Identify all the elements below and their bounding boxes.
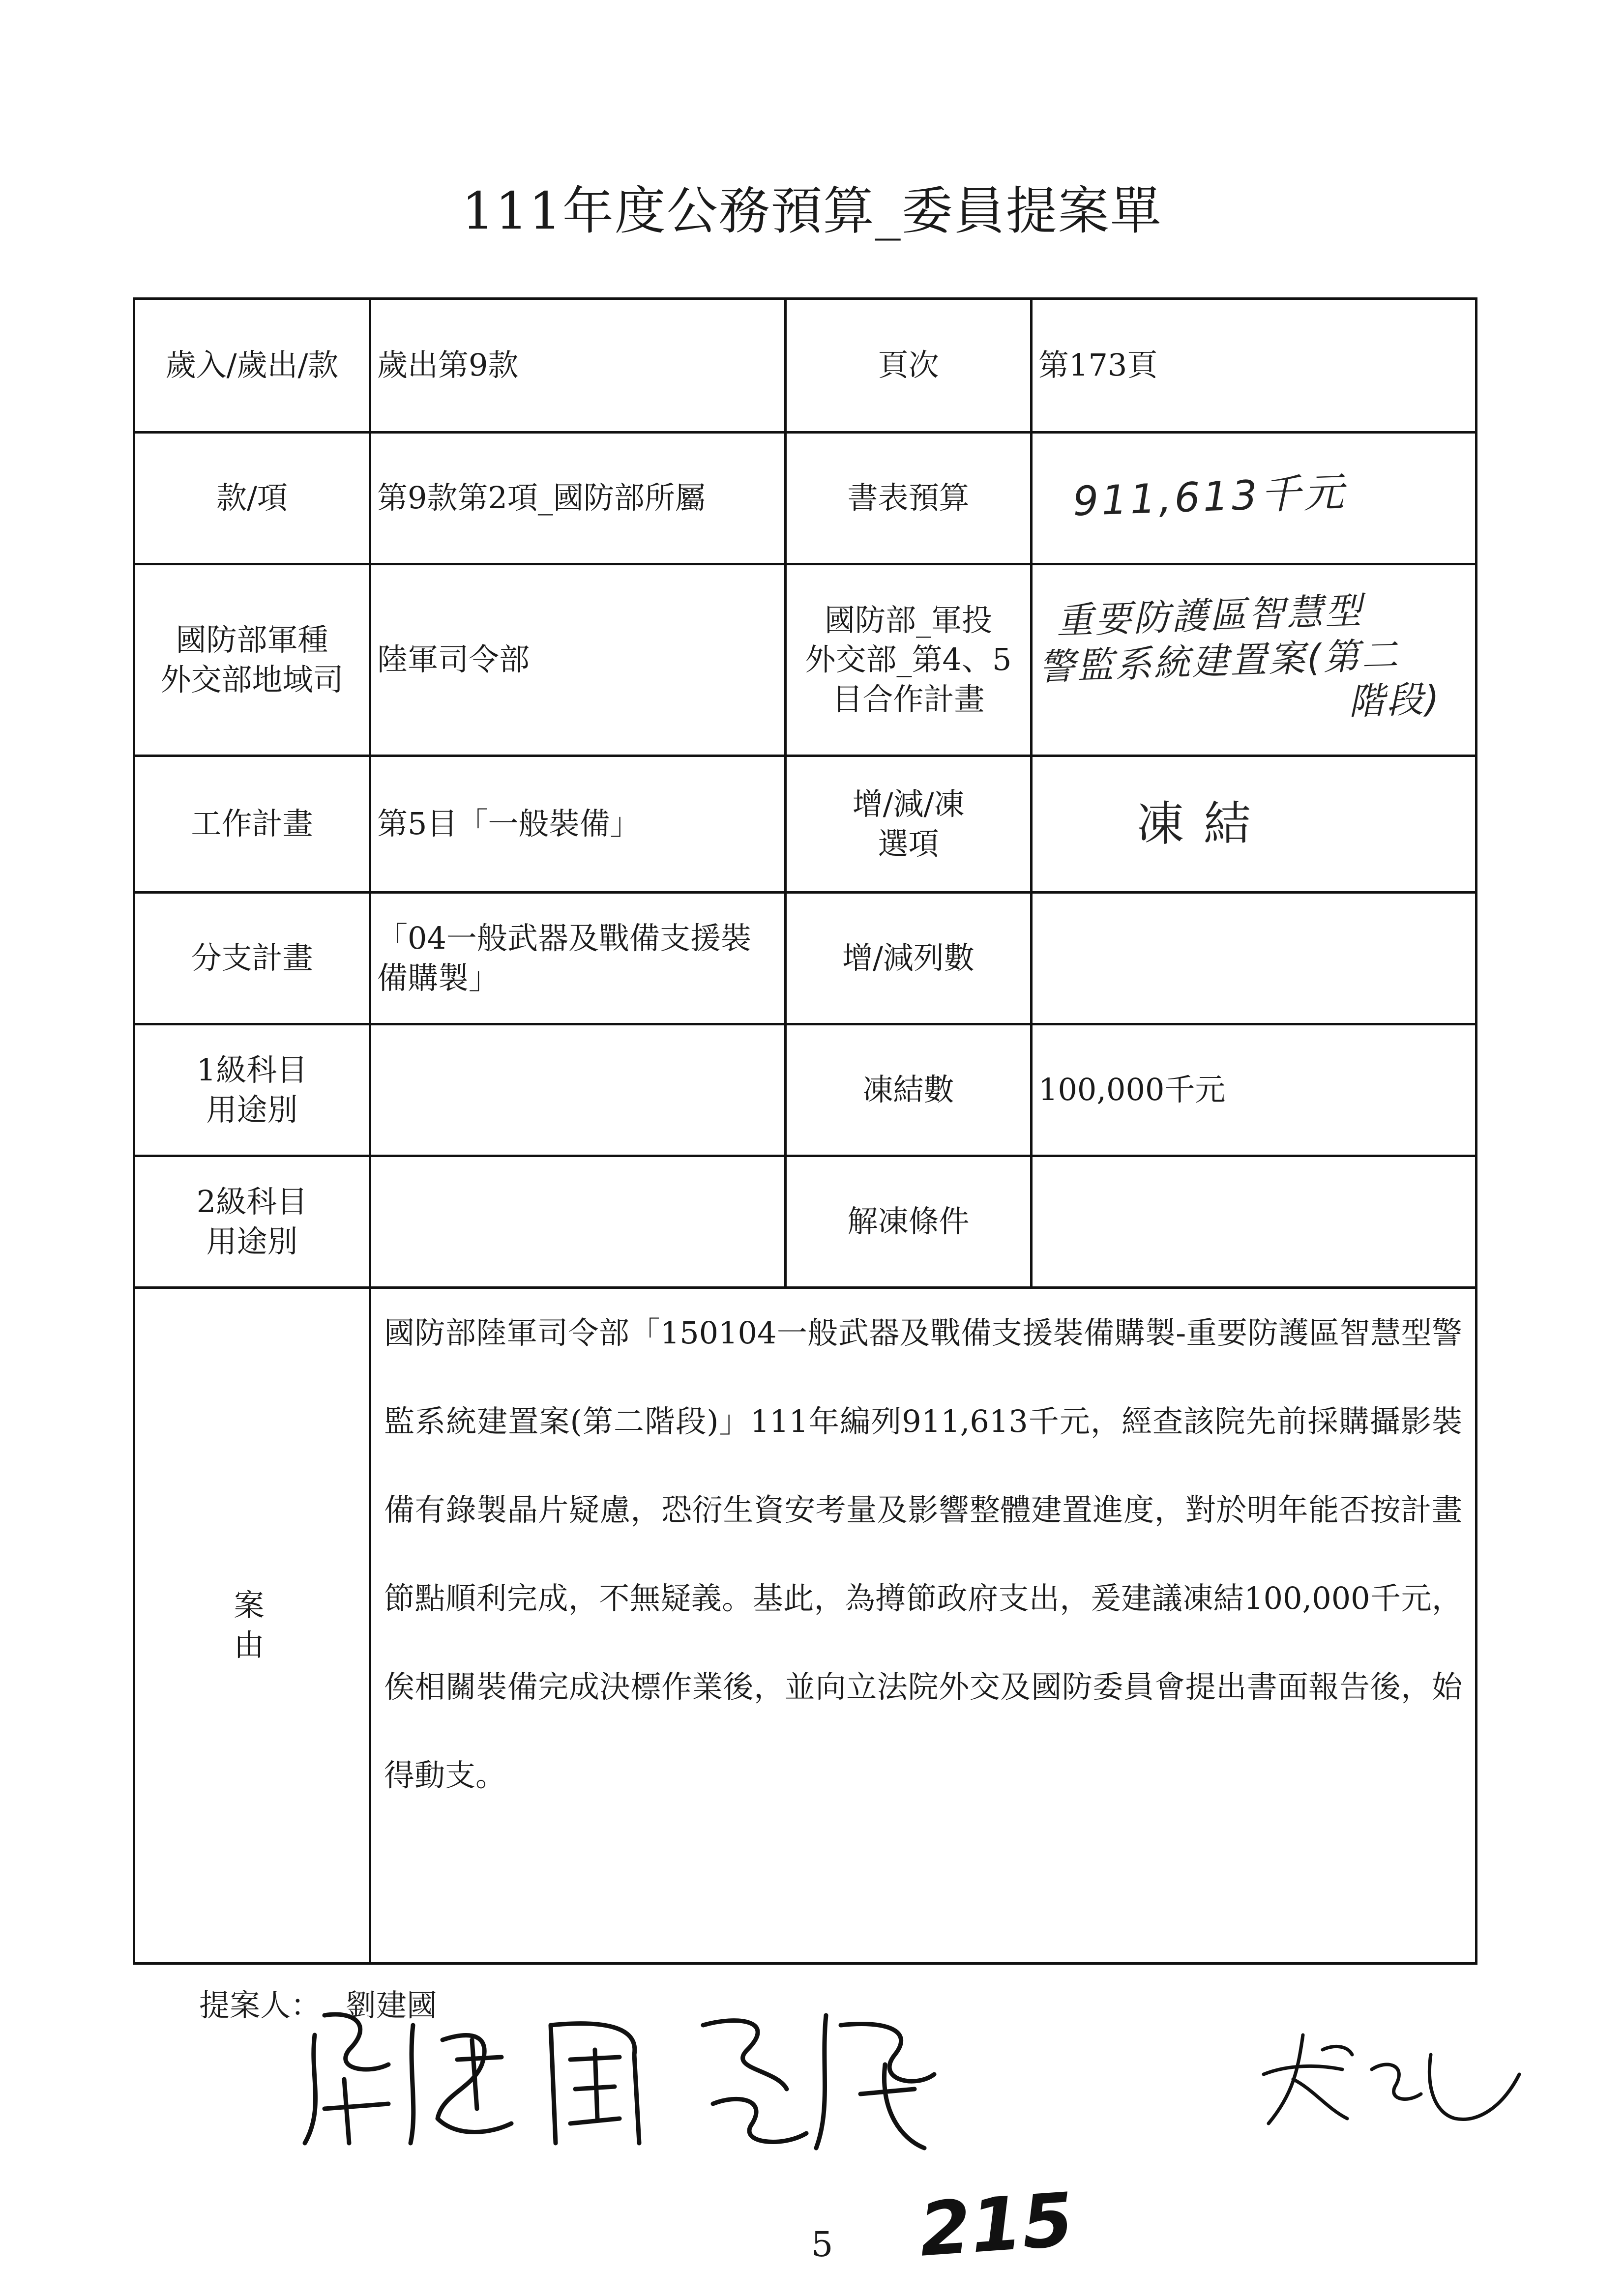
handwritten-freeze: 凍結 xyxy=(1137,796,1270,852)
field-value-book-budget xyxy=(1032,433,1476,564)
field-label-level2-subject xyxy=(134,1156,370,1288)
field-label-revenue-expense: 歲入/歲出/款 xyxy=(134,299,370,433)
value-line: 「04一般武器及戰備支援裝 xyxy=(377,920,751,956)
handwritten-line: 階段) xyxy=(1347,677,1442,724)
proposer-name: 劉建國 xyxy=(346,1987,438,2023)
handwritten-line: 重要防護區智慧型 xyxy=(1056,589,1364,642)
label-line: 外交部地域司 xyxy=(160,661,344,698)
document-title: 111年度公務預算_委員提案單 xyxy=(462,181,1162,241)
handwritten-budget-amount: 911,613千元 xyxy=(1072,469,1348,525)
handwritten-plan-name xyxy=(1036,584,1471,736)
handwritten-signature-1 xyxy=(295,1996,1033,2153)
field-label-level1-subject xyxy=(134,1024,370,1156)
field-value-revenue-expense: 歲出第9款 xyxy=(370,299,786,433)
form-row-branch-plan xyxy=(134,893,1476,1024)
field-label-section-item: 款/項 xyxy=(134,433,370,564)
proposer-label: 提案人： xyxy=(199,1987,322,2023)
field-label-adjust-amount: 增/減列數 xyxy=(786,893,1032,1024)
field-value-level2-subject xyxy=(370,1156,786,1288)
label-line: 選項 xyxy=(878,825,939,862)
form-row-work-plan xyxy=(134,756,1476,893)
label-line: 國防部_軍投 xyxy=(824,602,992,638)
field-label-work-plan: 工作計畫 xyxy=(134,756,370,893)
value-line: 備購製」 xyxy=(377,959,500,996)
field-value-freeze-amount: 100,000千元 xyxy=(1032,1024,1476,1156)
field-label-adjust-option xyxy=(786,756,1032,893)
field-value-branch-plan xyxy=(370,893,786,1024)
label-line: 增/減/凍 xyxy=(852,785,965,822)
label-line: 目合作計畫 xyxy=(832,681,985,717)
form-row-reason xyxy=(134,1288,1476,1964)
field-value-work-plan: 第5目「一般裝備」 xyxy=(370,756,786,893)
form-row-section-item xyxy=(134,433,1476,564)
handwritten-signature-2 xyxy=(1249,2015,1524,2133)
label-line: 用途別 xyxy=(206,1091,298,1128)
field-value-reason xyxy=(370,1288,1476,1964)
field-value-page: 第173頁 xyxy=(1032,299,1476,433)
field-label-unfreeze-condition: 解凍條件 xyxy=(786,1156,1032,1288)
handwritten-line: 警監系統建置案(第二 xyxy=(1037,633,1401,689)
field-label-page: 頁次 xyxy=(786,299,1032,433)
field-value-military-branch: 陸軍司令部 xyxy=(370,564,786,756)
page-number: 5 xyxy=(811,2224,833,2265)
label-line: 用途別 xyxy=(206,1223,298,1259)
reason-paragraph: 國防部陸軍司令部「150104一般武器及戰備支援裝備購製-重要防護區智慧型警監系統建置案(第二階段)」111年編列911,613千元，經查該院先前採購攝影裝備有錄製晶片疑慮，恐衍生資安考量及影響整體建置進度，對於明年能否按計畫節點順利完成，不無疑義。基此，為撙節政府支出，爰建議凍結100,000千元，俟相關裝備完成決標作業後，並向立法院外交及國防委員會提出書面報告後，始得動支。 xyxy=(384,1315,1462,1793)
field-value-unfreeze-condition xyxy=(1032,1156,1476,1288)
field-value-level1-subject xyxy=(370,1024,786,1156)
field-label-branch-plan: 分支計畫 xyxy=(134,893,370,1024)
label-line: 外交部_第4、5 xyxy=(805,641,1012,678)
field-value-section-item: 第9款第2項_國防部所屬 xyxy=(370,433,786,564)
field-value-cooperation-plan xyxy=(1032,564,1476,756)
form-row-revenue-expense xyxy=(134,299,1476,433)
proposal-form-table xyxy=(133,297,1477,1965)
field-label-reason: 案由 xyxy=(134,1288,370,1964)
form-row-level1-subject xyxy=(134,1024,1476,1156)
field-value-adjust-amount xyxy=(1032,893,1476,1024)
field-label-freeze-amount: 凍結數 xyxy=(786,1024,1032,1156)
field-label-cooperation-plan xyxy=(786,564,1032,756)
field-label-military-branch xyxy=(134,564,370,756)
form-row-military-branch xyxy=(134,564,1476,756)
field-value-adjust-option xyxy=(1032,756,1476,893)
label-line: 1級科目 xyxy=(196,1051,308,1088)
label-line: 2級科目 xyxy=(196,1183,308,1220)
form-row-level2-subject xyxy=(134,1156,1476,1288)
field-label-book-budget: 書表預算 xyxy=(786,433,1032,564)
label-line: 國防部軍種 xyxy=(176,621,328,658)
handwritten-number: 215 xyxy=(916,2177,1076,2273)
